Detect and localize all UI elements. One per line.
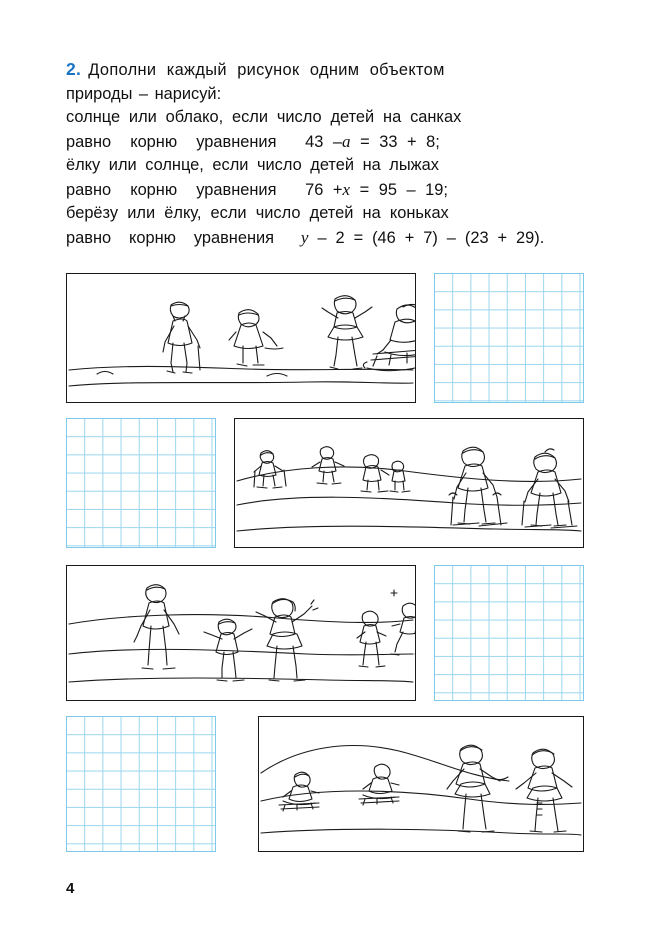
exercise-line-6 bbox=[66, 178, 584, 203]
equation-3-prefix: равно корню уравнения bbox=[66, 228, 301, 247]
figure-skiing bbox=[234, 418, 584, 548]
exercise-block bbox=[66, 58, 584, 250]
figure-skiing-art bbox=[235, 419, 583, 547]
equation-1-right bbox=[351, 133, 361, 151]
equation-1-rest: = 33 + 8; bbox=[360, 132, 440, 151]
grid-1 bbox=[434, 273, 584, 403]
equation-1-variable: a bbox=[342, 131, 351, 151]
equation-2-right: = 95 – 19; bbox=[359, 180, 448, 199]
exercise-line-2: природы – нарисуй: bbox=[66, 84, 222, 103]
equation-2-rest bbox=[350, 181, 360, 199]
exercise-line-5: ёлку или солнце, если число детей на лыжах bbox=[66, 156, 439, 174]
figure-sledding bbox=[66, 273, 416, 403]
grid-3 bbox=[434, 565, 584, 701]
figure-sledding-hill bbox=[258, 716, 584, 852]
figure-sledding-art bbox=[67, 274, 415, 402]
equation-2-variable: x bbox=[342, 179, 351, 199]
equation-1-left: 43 – bbox=[305, 132, 343, 151]
equation-3-variable: y bbox=[300, 227, 309, 247]
equation-2-left: 76 + bbox=[305, 180, 343, 199]
equation-3-rest: – 2 = (46 + 7) – (23 + 29). bbox=[317, 228, 545, 247]
exercise-line-7: берёзу или ёлку, если число детей на коньках bbox=[66, 204, 449, 222]
exercise-line-4 bbox=[66, 130, 584, 155]
exercise-line-8 bbox=[66, 226, 584, 251]
page-number: 4 bbox=[66, 880, 75, 897]
figure-sledding-hill-art bbox=[259, 717, 583, 851]
figure-skating bbox=[66, 565, 416, 701]
exercise-line-1 bbox=[66, 58, 584, 83]
grid-2 bbox=[66, 418, 216, 548]
exercise-line-3: солнце или облако, если число детей на санках bbox=[66, 108, 462, 126]
exercise-line-1-text: Дополни каждый рисунок одним объектом bbox=[88, 61, 445, 79]
equation-2-prefix: равно корню уравнения bbox=[66, 180, 306, 199]
figure-skating-art bbox=[67, 566, 415, 700]
equation-1-prefix: равно корню уравнения bbox=[66, 132, 306, 151]
grid-4 bbox=[66, 716, 216, 852]
exercise-number: 2. bbox=[66, 59, 82, 79]
